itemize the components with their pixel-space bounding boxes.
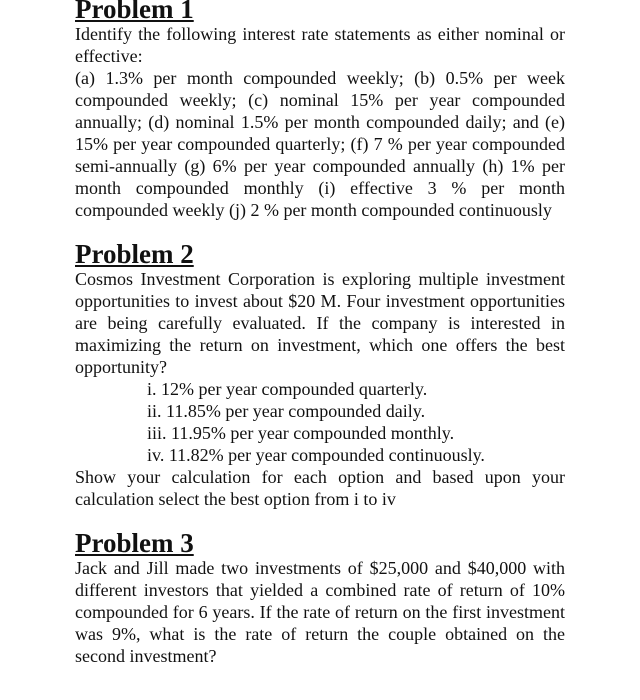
option-item: iii. 11.95% per year compounded monthly. [147,423,455,443]
problem-2-options [75,378,565,466]
problem-3-title: Problem 3 [75,528,194,558]
problem-1-intro: Identify the following interest rate statements as either nominal or effective: [75,24,565,66]
problem-3-body: Jack and Jill made two investments of $25,000 and $40,000 with different investors that yielded a combined rate of return of 10% compounded for 6 years. If the rate of return on the first investment was 9%, what is the rate of return the couple obtained on the second investment? [75,558,565,666]
problem-1 [75,0,565,221]
document-page [75,0,565,667]
problem-2-title: Problem 2 [75,239,194,269]
problem-1-body: (a) 1.3% per month compounded weekly; (b) 0.5% per week compounded weekly; (c) nominal 15% per year compounded annually; (d) nominal 1.5% per month compounded daily; and (e) 15% per year compounded quarterly; (f) 7 % per year compounded semi-annually (g) 6% per year compounded annually (h) 1% per month compounded monthly (i) effective 3 % per month compounded weekly (j) 2 % per month compounded continuously [75,68,565,220]
problem-3 [75,528,565,667]
option-item: i. 12% per year compounded quarterly. [147,379,428,399]
option-item: ii. 11.85% per year compounded daily. [147,401,426,421]
problem-2 [75,239,565,510]
problem-2-closing: Show your calculation for each option and based upon your calculation select the best option from i to iv [75,467,565,509]
option-item: iv. 11.82% per year compounded continuously. [147,445,485,465]
problem-1-title: Problem 1 [75,0,194,24]
problem-2-body: Cosmos Investment Corporation is exploring multiple investment opportunities to invest about $20 M. Four investment opportunities are being carefully evaluated. If the company is interested in maximizing the return on investment, which one offers the best opportunity? [75,269,565,377]
